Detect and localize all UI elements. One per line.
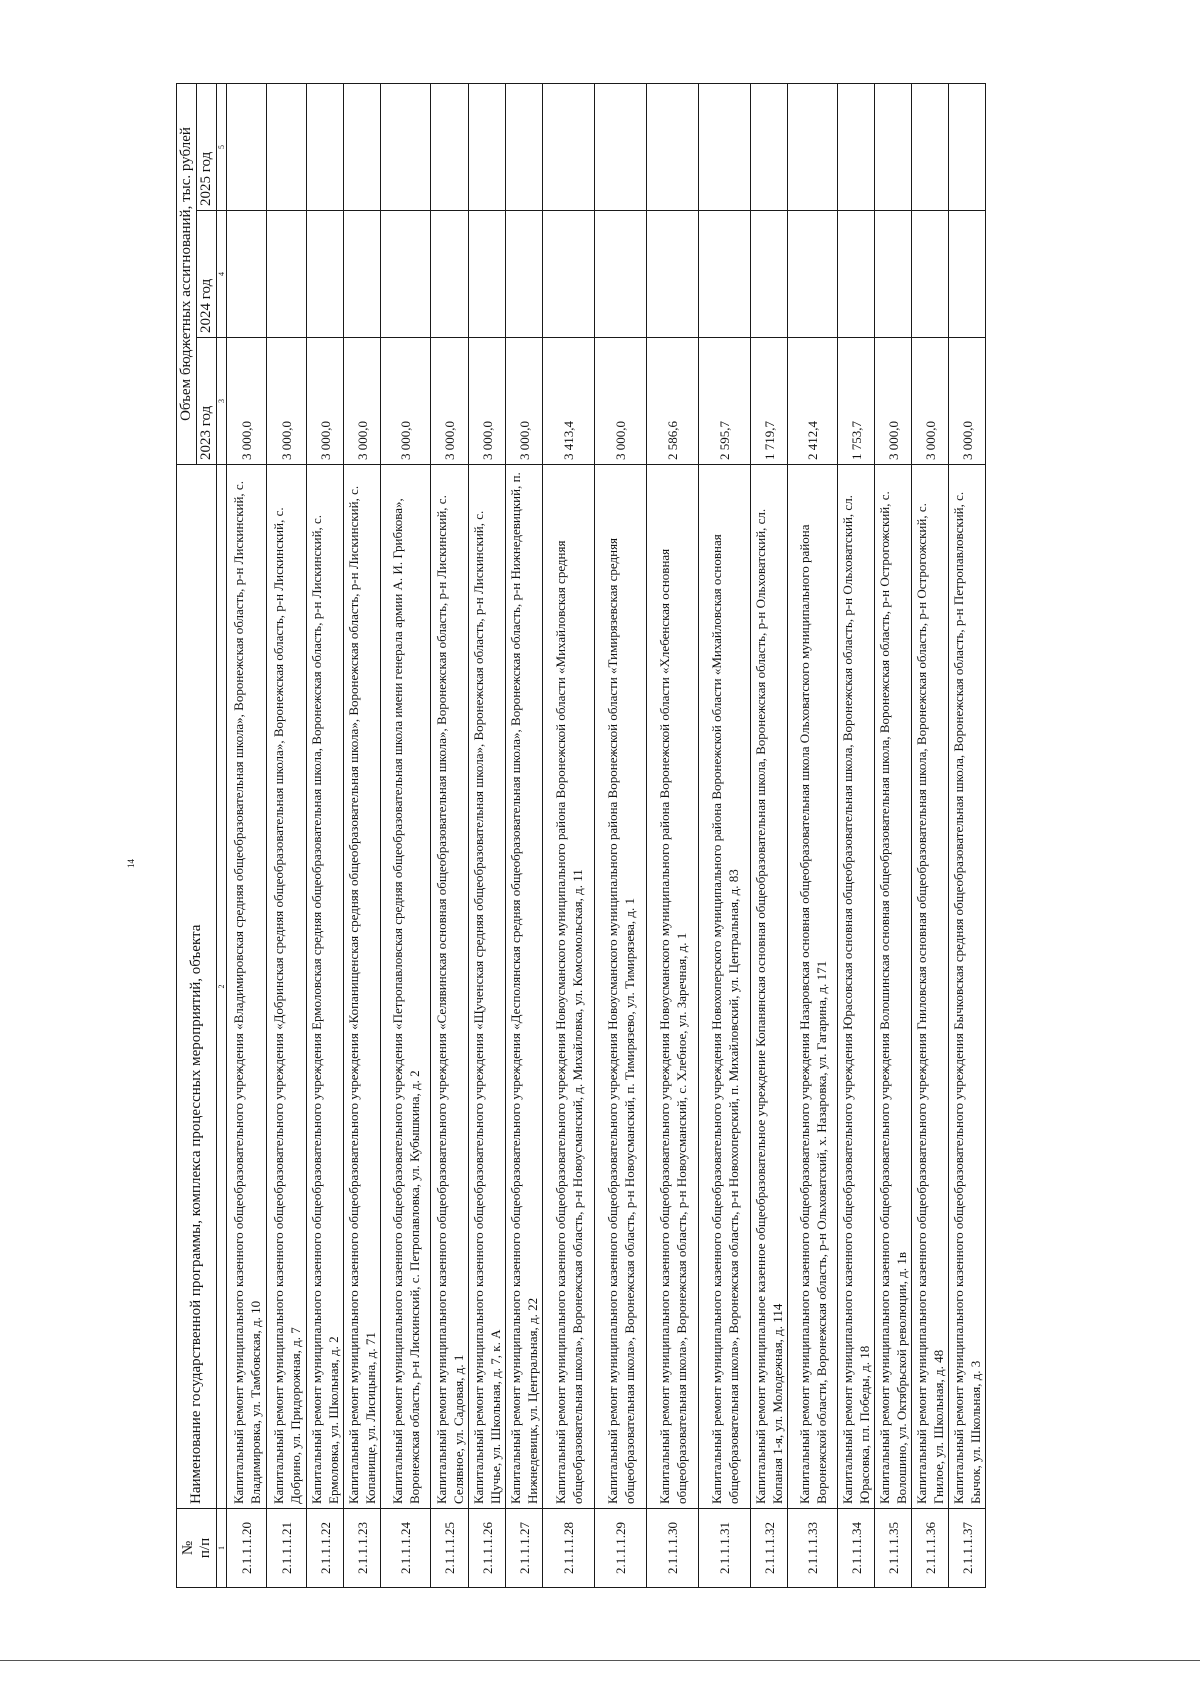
table-row [595,84,647,1588]
value-2023: 3 000,0 [307,338,344,465]
value-2025 [949,84,986,211]
table-row [543,84,595,1588]
row-number: 2.1.1.1.21 [267,1509,307,1588]
value-2025 [431,84,469,211]
table-row [227,84,267,1588]
value-2023: 3 000,0 [227,338,267,465]
row-number: 2.1.1.1.27 [506,1509,543,1588]
value-2024 [227,211,267,338]
table-row [381,84,431,1588]
object-name: Капитальный ремонт муниципального казенного общеобразовательного учреждения Новоусманского муниципального района Воронежской области «Хлебенская основная общеобразовательная школа», Воронежская область, р-н Новоусманский, с. Хлебное, ул. Заречная, д. 1 [647,465,699,1509]
value-2025 [838,84,875,211]
table-row [267,84,307,1588]
value-2023: 2 595,7 [699,338,751,465]
row-number: 2.1.1.1.30 [647,1509,699,1588]
table-body [227,84,986,1588]
value-2024 [344,211,381,338]
table-row [949,84,986,1588]
row-number: 2.1.1.1.36 [912,1509,949,1588]
table-row [307,84,344,1588]
column-index-row [217,84,227,1588]
value-2024 [595,211,647,338]
row-number: 2.1.1.1.22 [307,1509,344,1588]
row-number: 2.1.1.1.24 [381,1509,431,1588]
value-2023: 3 000,0 [344,338,381,465]
row-number: 2.1.1.1.20 [227,1509,267,1588]
header-year-2024: 2024 год [197,211,217,338]
object-name: Капитальный ремонт муниципального казенного общеобразовательного учреждения «Селявинская основная общеобразовательная школа», Воронежская область, р-н Лискинский, с. Селявное, ул. Садовая, д. 1 [431,465,469,1509]
value-2023: 3 413,4 [543,338,595,465]
value-2025 [381,84,431,211]
value-2023: 1 719,7 [751,338,788,465]
value-2023: 3 000,0 [912,338,949,465]
value-2023: 3 000,0 [431,338,469,465]
value-2025 [506,84,543,211]
header-object-name: Наименование государственной программы, комплекса процессных мероприятий, объекта [177,465,217,1509]
column-index: 3 [217,338,227,465]
value-2023: 2 586,6 [647,338,699,465]
table-row [431,84,469,1588]
object-name: Капитальный ремонт муниципального казенного общеобразовательного учреждения Новоусманского муниципального района Воронежской области «Михайловская средняя общеобразовательная школа», Воронежская область, р-н Новоусманский, д. Михайловка, ул. Комсомольская, д. 11 [543,465,595,1509]
value-2024 [788,211,838,338]
value-2023: 3 000,0 [267,338,307,465]
column-index: 1 [217,1509,227,1588]
value-2024 [875,211,912,338]
value-2025 [307,84,344,211]
value-2023: 1 753,7 [838,338,875,465]
row-number: 2.1.1.1.33 [788,1509,838,1588]
value-2023: 3 000,0 [506,338,543,465]
value-2024 [912,211,949,338]
table-row [699,84,751,1588]
value-2025 [647,84,699,211]
object-name: Капитальный ремонт муниципального казенного общеобразовательного учреждения «Копанищенская средняя общеобразовательная школа», Воронежская область, р-н Лискинский, с. Копанище, ул. Лисицына, д. 71 [344,465,381,1509]
table-row [506,84,543,1588]
row-number: 2.1.1.1.34 [838,1509,875,1588]
row-number: 2.1.1.1.37 [949,1509,986,1588]
value-2024 [469,211,506,338]
header-year-2025: 2025 год [197,84,217,211]
header-year-2023: 2023 год [197,338,217,465]
table-row [912,84,949,1588]
row-number: 2.1.1.1.31 [699,1509,751,1588]
value-2023: 3 000,0 [875,338,912,465]
row-number: 2.1.1.1.28 [543,1509,595,1588]
table-row [875,84,912,1588]
table-row [788,84,838,1588]
value-2025 [469,84,506,211]
value-2025 [227,84,267,211]
value-2025 [344,84,381,211]
row-number: 2.1.1.1.32 [751,1509,788,1588]
object-name: Капитальный ремонт муниципального казенного общеобразовательного учреждения Новохоперского муниципального района Воронежской области «Михайловская основная общеобразовательная школа», Воронежская область, р-н Новохоперский, п. Михайловский, ул. Центральная, д. 83 [699,465,751,1509]
header-number: № п/п [177,1509,217,1588]
table-header-row [177,84,197,1588]
value-2024 [543,211,595,338]
value-2025 [699,84,751,211]
table-row [838,84,875,1588]
object-name: Капитальный ремонт муниципального казенного общеобразовательного учреждения «Щученская средняя общеобразовательная школа», Воронежская область, р-н Лискинский, с. Щучье, ул. Школьная, д. 7, к. А [469,465,506,1509]
value-2023: 2 412,4 [788,338,838,465]
object-name: Капитальный ремонт муниципальное казенное общеобразовательное учреждение Копанянская основная общеобразовательная школа, Воронежская область, р-н Ольховатский, сл. Копаная 1-я, ул. Молодежная, д. 114 [751,465,788,1509]
value-2025 [595,84,647,211]
value-2024 [307,211,344,338]
value-2024 [267,211,307,338]
value-2025 [788,84,838,211]
object-name: Капитальный ремонт муниципального казенного общеобразовательного учреждения Новоусманского муниципального района Воронежской области «Тимирязевская средняя общеобразовательная школа», Воронежская область, р-н Новоусманский, п. Тимирязево, ул. Тимирязева, д. 1 [595,465,647,1509]
value-2023: 3 000,0 [949,338,986,465]
object-name: Капитальный ремонт муниципального казенного общеобразовательного учреждения Ермоловская средняя общеобразовательная школа, Воронежская область, р-н Лискинский, с. Ермоловка, ул. Школьная, д. 2 [307,465,344,1509]
object-name: Капитальный ремонт муниципального казенного общеобразовательного учреждения «Владимировская средняя общеобразовательная школа», Воронежская область, р-н Лискинский, с. Владимировка, ул. Тамбовская, д. 10 [227,465,267,1509]
object-name: Капитальный ремонт муниципального казенного общеобразовательного учреждения Волошинская основная общеобразовательная школа, Воронежская область, р-н Острогожский, с. Волошино, ул. Октябрьской революции, д. 1в [875,465,912,1509]
value-2024 [751,211,788,338]
table-row [647,84,699,1588]
value-2025 [875,84,912,211]
value-2025 [267,84,307,211]
row-number: 2.1.1.1.35 [875,1509,912,1588]
table-row [469,84,506,1588]
row-number: 2.1.1.1.29 [595,1509,647,1588]
object-name: Капитальный ремонт муниципального казенного общеобразовательного учреждения «Петропавловская средняя общеобразовательная школа имени генерала армии А. И. Грибкова», Воронежская область, р-н Лискинский, с. Петропавловка, ул. Кубышкина, д. 2 [381,465,431,1509]
value-2024 [506,211,543,338]
table-row [751,84,788,1588]
footer-rule [0,1660,1200,1661]
table-row [344,84,381,1588]
column-index: 5 [217,84,227,211]
value-2024 [949,211,986,338]
value-2024 [647,211,699,338]
value-2023: 3 000,0 [469,338,506,465]
rotated-page-content [176,83,1081,1588]
row-number: 2.1.1.1.25 [431,1509,469,1588]
value-2025 [912,84,949,211]
value-2024 [381,211,431,338]
object-name: Капитальный ремонт муниципального казенного общеобразовательного учреждения Назаровская основная общеобразовательная школа Ольховатского муниципального района Воронежской области, Воронежская область, р-н Ольховатский, х. Назаровка, ул. Гагарина, д. 171 [788,465,838,1509]
object-name: Капитальный ремонт муниципального казенного общеобразовательного учреждения «Десполянская средняя общеобразовательная школа», Воронежская область, р-н Нижнедевицкий, п. Нижнедевицк, ул. Центральная, д. 22 [506,465,543,1509]
object-name: Капитальный ремонт муниципального казенного общеобразовательного учреждения «Добринская средняя общеобразовательная школа», Воронежская область, р-н Лискинский, с. Добрино, ул. Придорожная, д. 7 [267,465,307,1509]
value-2024 [838,211,875,338]
header-budget: Объем бюджетных ассигнований, тыс. рублей [177,84,197,465]
column-index: 2 [217,465,227,1509]
object-name: Капитальный ремонт муниципального казенного общеобразовательного учреждения Юрасовская основная общеобразовательная школа, Воронежская область, р-н Ольховатский, сл. Юрасовка, пл. Победы, д. 18 [838,465,875,1509]
object-name: Капитальный ремонт муниципального казенного общеобразовательного учреждения Гниловская основная общеобразовательная школа, Воронежская область, р-н Острогожский, с. Гнилое, ул. Школьная, д. 48 [912,465,949,1509]
value-2025 [751,84,788,211]
value-2023: 3 000,0 [381,338,431,465]
object-name: Капитальный ремонт муниципального казенного общеобразовательного учреждения Бычковская средняя общеобразовательная школа, Воронежская область, р-н Петропавловский, с. Бычок, ул. Школьная, д. 3 [949,465,986,1509]
value-2024 [699,211,751,338]
row-number: 2.1.1.1.26 [469,1509,506,1588]
column-index: 4 [217,211,227,338]
row-number: 2.1.1.1.23 [344,1509,381,1588]
page-number: 14 [126,859,136,868]
value-2024 [431,211,469,338]
value-2025 [543,84,595,211]
value-2023: 3 000,0 [595,338,647,465]
budget-allocation-table [176,83,986,1588]
